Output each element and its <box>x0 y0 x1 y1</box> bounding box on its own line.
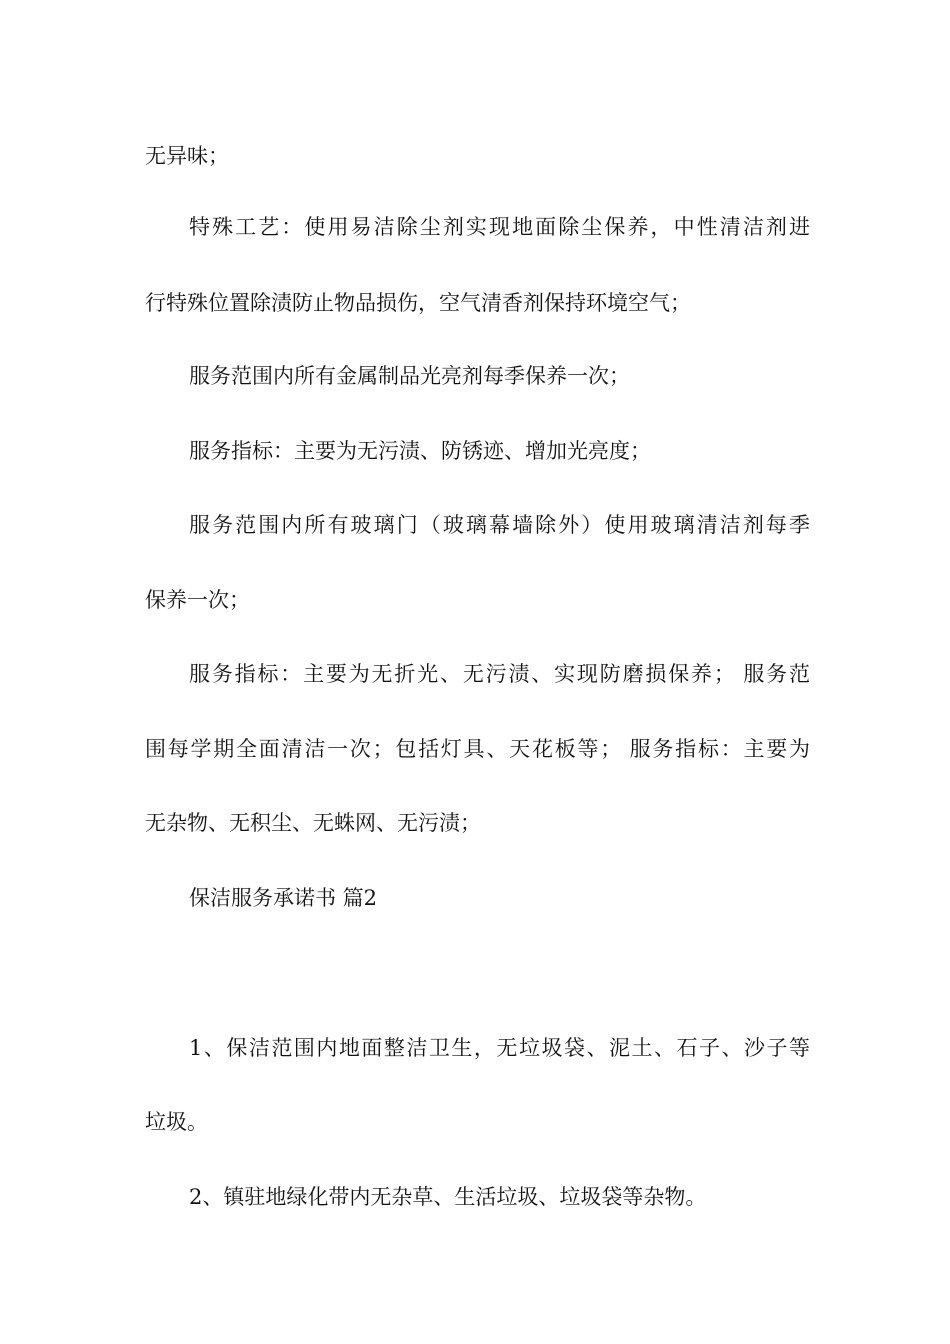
text-line: 行特殊位置除渍防止物品损伤，空气清香剂保持环境空气； <box>145 291 691 315</box>
text-line: 特殊工艺：使用易洁除尘剂实现地面除尘保养，中性清洁剂进 <box>189 215 810 239</box>
text-line: 无杂物、无积尘、无蛛网、无污渍； <box>145 811 481 835</box>
text-line: 服务范围内所有玻璃门（玻璃幕墙除外）使用玻璃清洁剂每季 <box>189 513 810 537</box>
section-heading: 保洁服务承诺书 篇2 <box>189 886 378 910</box>
text-line: 服务范围内所有金属制品光亮剂每季保养一次； <box>189 364 630 388</box>
text-line: 围每学期全面清洁一次；包括灯具、天花板等； 服务指标：主要为 <box>145 737 810 761</box>
text-line: 2、镇驻地绿化带内无杂草、生活垃圾、垃圾袋等杂物。 <box>189 1185 707 1209</box>
text-line: 垃圾。 <box>145 1110 208 1134</box>
text-line: 服务指标：主要为无污渍、防锈迹、增加光亮度； <box>189 439 651 463</box>
text-line: 1、保洁范围内地面整洁卫生，无垃圾袋、泥土、石子、沙子等 <box>189 1036 810 1060</box>
text-line: 服务指标：主要为无折光、无污渍、实现防磨损保养； 服务范 <box>189 662 810 686</box>
text-line: 保养一次； <box>145 588 250 612</box>
text-line: 无异味； <box>145 144 229 168</box>
